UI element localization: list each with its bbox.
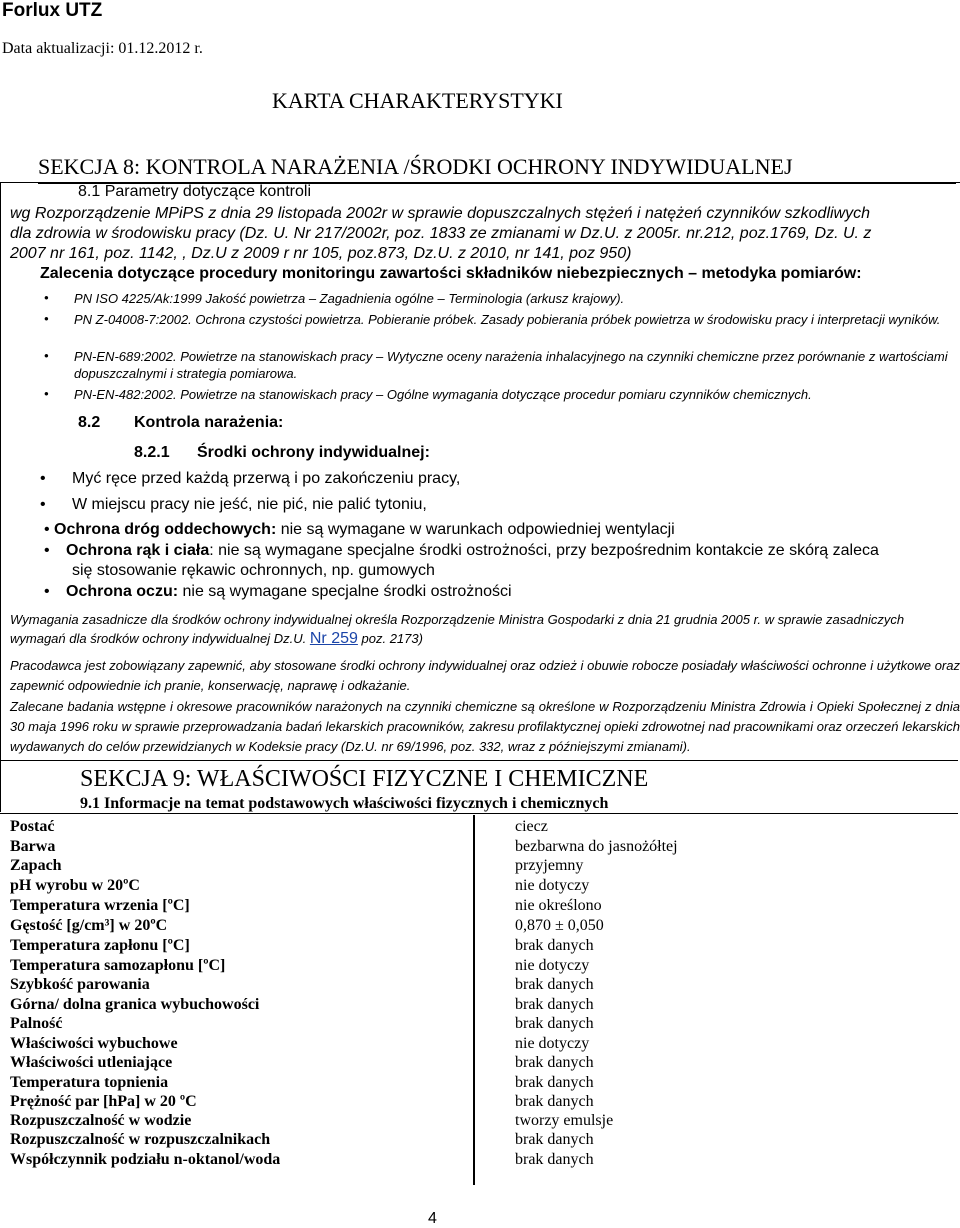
property-value: nie dotyczy [515, 877, 590, 894]
hygiene-item: Myć ręce przed każdą przerwą i po zakończeniu pracy, [72, 470, 461, 487]
property-value: brak danych [515, 1015, 594, 1032]
property-label: Temperatura wrzenia [ºC] [10, 897, 190, 914]
property-value: brak danych [515, 976, 594, 993]
protection-item: • Ochrona oczu: nie są wymagane specjalne środki ostrożności [44, 583, 512, 600]
monitoring-heading: Zalecenia dotyczące procedury monitoringu zawartości składników niebezpiecznych – metodyka pomiarów: [40, 265, 862, 282]
protection-item: • Ochrona rąk i ciała: nie są wymagane specjalne środki ostrożności, przy bezpośrednim kontakcie ze skórą zaleca [44, 542, 879, 559]
medical-exam-text: Zalecane badania wstępne i okresowe pracowników narażonych na czynniki chemiczne są określone w Rozporządzeniu Ministra Zdrowia i Opieki Społecznej z dnia 30 maja 1996 roku w sprawie przeprowadzania badań lekarskich pracowników, zakresu profilaktycznej opieki zdrowotnej nad pracownikami oraz orzeczeń lekarskich wydawanych do celów przewidzianych w Kodeksie pracy (Dz.U. nr 69/1996, poz. 332, wraz z późniejszymi zmianami). [10, 699, 960, 754]
property-label: Temperatura samozapłonu [ºC] [10, 957, 226, 974]
property-label: Palność [10, 1015, 63, 1032]
page-number: 4 [428, 1210, 437, 1227]
section-8-title: SEKCJA 8: KONTROLA NARAŻENIA /ŚRODKI OCHRONY INDYWIDUALNEJ [38, 154, 956, 184]
property-value: brak danych [515, 1093, 594, 1110]
subsection-8-1: 8.1 Parametry dotyczące kontroli [78, 183, 311, 200]
property-value: brak danych [515, 937, 594, 954]
property-label: Rozpuszczalność w rozpuszczalnikach [10, 1131, 271, 1148]
property-label: pH wyrobu w 20ºC [10, 877, 140, 894]
regulation-link[interactable]: Nr 259 [309, 630, 358, 647]
property-value: brak danych [515, 1131, 594, 1148]
property-label: Temperatura zapłonu [ºC] [10, 937, 190, 954]
property-value: ciecz [515, 818, 548, 835]
property-label: Zapach [10, 857, 62, 874]
property-label: Górna/ dolna granica wybuchowości [10, 996, 260, 1013]
property-label: Współczynnik podziału n-oktanol/woda [10, 1151, 281, 1168]
property-value: brak danych [515, 996, 594, 1013]
table-divider [473, 815, 475, 1185]
property-value: przyjemny [515, 857, 584, 874]
subsection-8-2-number: 8.2 [78, 414, 101, 431]
property-value: 0,870 ± 0,050 [515, 917, 604, 934]
update-date: Data aktualizacji: 01.12.2012 r. [2, 40, 203, 57]
brand-name: Forlux UTZ [2, 0, 103, 21]
requirements-text: wymagań dla środków ochrony indywidualnej Dz.U. Nr 259 poz. 2173) [10, 630, 423, 647]
property-value: brak danych [515, 1151, 594, 1168]
property-label: Barwa [10, 838, 56, 855]
protection-item-continuation: się stosowanie rękawic ochronnych, np. gumowych [72, 562, 435, 579]
hygiene-bullet: • [40, 470, 46, 487]
property-value: nie dotyczy [515, 1035, 590, 1052]
protection-item: • Ochrona dróg oddechowych: nie są wymagane w warunkach odpowiedniej wentylacji [44, 521, 675, 538]
subsection-8-2-1-number: 8.2.1 [134, 444, 170, 461]
property-value: brak danych [515, 1074, 594, 1091]
property-value: bezbarwna do jasnożółtej [515, 838, 678, 855]
property-label: Temperatura topnienia [10, 1074, 169, 1091]
subsection-9-1: 9.1 Informacje na temat podstawowych właściwości fizycznych i chemicznych [80, 795, 609, 812]
regulation-line: 2007 nr 161, poz. 1142, , Dz.U z 2009 r nr 105, poz.873, Dz.U. z 2010, nr 141, poz 950) [10, 245, 632, 262]
property-label: Szybkość parowania [10, 976, 150, 993]
property-value: tworzy emulsje [515, 1112, 614, 1129]
regulation-line: dla zdrowia w środowisku pracy (Dz. U. Nr 217/2002r, poz. 1833 ze zmianami w Dz.U. z 2005r. nr.212, poz.1769, Dz. U. z [10, 225, 872, 242]
document-title: KARTA CHARAKTERYSTYKI [272, 88, 563, 113]
property-label: Rozpuszczalność w wodzie [10, 1112, 192, 1129]
property-value: brak danych [515, 1054, 594, 1071]
hygiene-item: W miejscu pracy nie jeść, nie pić, nie palić tytoniu, [72, 496, 427, 513]
subsection-8-2-label: Kontrola narażenia: [134, 414, 284, 431]
requirements-text: Wymagania zasadnicze dla środków ochrony indywidualnej określa Rozporządzenie Ministra Gospodarki z dnia 21 grudnia 2005 r. w sprawie zasadniczych [10, 612, 905, 627]
property-value: nie dotyczy [515, 957, 590, 974]
hygiene-bullet: • [40, 496, 46, 513]
property-label: Gęstość [g/cm³] w 20ºC [10, 917, 168, 934]
property-label: Właściwości utleniające [10, 1054, 173, 1071]
property-label: Właściwości wybuchowe [10, 1035, 178, 1052]
section-9-title: SEKCJA 9: WŁAŚCIWOŚCI FIZYCZNE I CHEMICZNE [80, 766, 649, 792]
employer-obligation-text: Pracodawca jest zobowiązany zapewnić, aby stosowane środki ochrony indywidualnej oraz odzież i obuwie robocze posiadały właściwości ochronne i użytkowe oraz zapewnić odpowiednie ich pranie, konserwację, naprawę i odkażanie. [10, 658, 960, 693]
regulation-line: wg Rozporządzenie MPiPS z dnia 29 listopada 2002r w sprawie dopuszczalnych stężeń i natężeń czynników szkodliwych [10, 205, 870, 222]
left-rule [0, 182, 1, 812]
property-label: Prężność par [hPa] w 20 ºC [10, 1093, 197, 1110]
property-label: Postać [10, 818, 55, 835]
subsection-8-2-1-label: Środki ochrony indywidualnej: [197, 444, 430, 461]
property-value: nie określono [515, 897, 602, 914]
